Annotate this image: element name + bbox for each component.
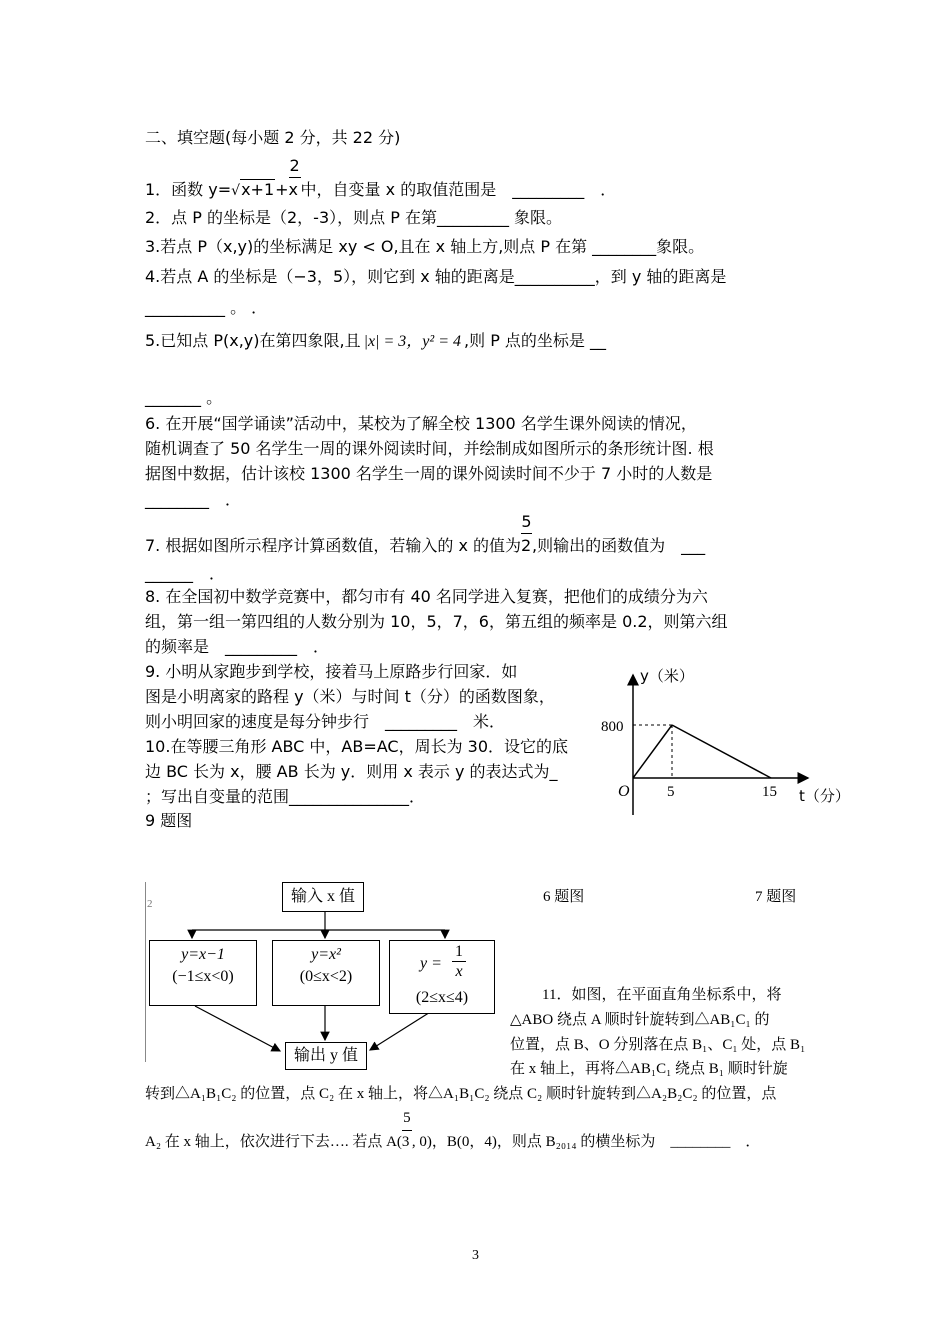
question-11-line-6 [145,1110,761,1154]
q1-frac-den: x [288,180,299,199]
question-8-line-3: 的频率是 _________ ． [145,637,330,656]
question-2: 2．点 P 的坐标是（2，-3），则点 P 在第_________ 象限。 [145,208,563,227]
sqrt-icon: √ [231,183,241,199]
q11-frac-num: 5 [402,1106,412,1131]
q5-text-a: 5.已知点 P(x,y)在第四象限,且 [145,331,361,350]
figure-7-label: 7 题图 [755,889,797,905]
branch-box-1 [149,940,257,1006]
question-10-line-1: 10.在等腰三角形 ABC 中，AB=AC，周长为 30．设它的底 [145,737,569,756]
question-11-line-5: 转到△A₁B₁C₂ 的位置，点 C₂ 在 x 轴上，将△A₁B₁C₂ 绕点 C₂ 顺时针旋转到△A₂B₂C₂ 的位置，点 [145,1086,777,1102]
branch-3-range: (2≤x≤4) [415,989,469,1006]
input-box: 输入 x 值 [282,882,364,912]
question-7-line-2: ______ ． [145,564,226,583]
question-9-line-1: 9. 小明从家跑步到学校，接着马上原路步行回家．如 [145,662,518,681]
branch-1-formula: y=x−1 [181,946,225,963]
question-8-line-1: 8. 在全国初中数学竞赛中，都匀市有 40 名同学进入复赛，把他们的成绩分为六 [145,587,708,606]
question-1 [145,156,617,202]
question-9-line-2: 图是小明离家的路程 y（米）与时间 t（分）的函数图象， [145,687,555,706]
q7-fraction [521,512,532,557]
tick-5: 5 [667,784,675,800]
figure-9-label: 9 题图 [145,811,193,830]
q1-frac-num: 2 [289,155,301,178]
q1-fraction [288,156,301,201]
page-number: 3 [472,1248,479,1263]
question-6-line-3: 据图中数据，估计该校 1300 名学生一周的课外阅读时间不少于 7 小时的人数是 [145,464,713,483]
question-11-line-2: △ABO 绕点 A 顺时针旋转到△AB₁C₁ 的 [510,1012,770,1028]
question-6-line-4: ________ ． [145,490,242,509]
question-3: 3.若点 P（x,y)的坐标满足 xy < O,且在 x 轴上方,则点 P 在第 ________象限。 [145,237,705,256]
q11-frac-den: 3 [401,1134,410,1150]
tick-15: 15 [762,784,777,800]
q5-condition: |x| = 3，y² = 4 [363,333,462,350]
run-segment [633,725,672,778]
q1-radicand: x+1 [241,180,275,199]
q7-text-b: ,则输出的函数值为 ___ [532,536,706,555]
question-4-line-2: __________ 。 ． [145,298,268,317]
distance-time-graph [598,665,858,820]
q7-text-a: 7. 根据如图所示程序计算函数值，若输入的 x 的值为 [145,536,521,555]
question-9-line-3: 则小明回家的速度是每分钟步行 _________ 米． [145,712,506,731]
walk-segment [672,725,771,778]
side-mark: 2 [147,898,153,910]
question-7-line-1 [145,512,706,557]
tick-800: 800 [601,719,624,735]
q1-text-b: 中，自变量 x 的取值范围是 _________ ． [300,180,617,199]
question-8-line-2: 组，第一组一第四组的人数分别为 10，5，7，6，第五组的频率是 0.2，则第六组 [145,612,728,631]
origin-label: O [618,783,630,800]
branch-3-num: 1 [452,943,466,962]
question-6-line-1: 6. 在开展“国学诵读”活动中，某校为了解全校 1300 名学生课外阅读的情况， [145,414,697,433]
branch-3-den: x [455,963,463,980]
q7-frac-den: 2 [521,536,532,555]
figure-6-label: 6 题图 [543,889,585,905]
q1-text-a: 1．函数 y= [145,180,232,199]
q11-text-a: A₂ 在 x 轴上，依次进行下去…. 若点 A( [145,1134,402,1150]
question-5-line-1 [145,330,606,353]
question-4-line-1: 4.若点 A 的坐标是（−3，5），则它到 x 轴的距离是__________，到 y 轴的距离是 [145,267,727,286]
branch-2-range: (0≤x<2) [299,968,353,985]
question-10-line-2: 边 BC 长为 x，腰 AB 长为 y．则用 x 表示 y 的表达式为_ [145,762,558,781]
branch-box-3 [389,940,495,1014]
branch-3-y: y = [420,955,442,972]
question-11-line-3: 位置，点 B、O 分别落在点 B₁、C₁ 处，点 B₁ [510,1037,806,1053]
x-axis-label: t（分） [799,787,850,805]
section-title: 二、填空题(每小题 2 分，共 22 分) [145,128,401,147]
q11-fraction [401,1110,412,1154]
q1-plus: + [275,180,289,199]
q11-text-b: , 0)，B(0，4)，则点 B₂₀₁₄ 的横坐标为 ________ ． [411,1134,761,1150]
question-11-line-4: 在 x 轴上，再将△AB₁C₁ 绕点 B₁ 顺时针旋 [510,1061,788,1077]
question-6-line-2: 随机调查了 50 名学生一周的课外阅读时间，并绘制成如图所示的条形统计图. 根 [145,439,714,458]
branch-1-range: (−1≤x<0) [172,968,234,985]
branch-box-2 [272,940,380,1006]
output-box: 输出 y 值 [285,1042,367,1070]
branch-2-formula: y=x² [311,946,341,963]
y-axis-label: y（米） [640,667,694,685]
question-11-line-1: 11．如图，在平面直角坐标系中，将 [542,987,782,1003]
q7-frac-num: 5 [521,511,532,534]
branch-3-formula [390,943,494,983]
q5-text-b: ,则 P 点的坐标是 __ [464,331,607,350]
question-10-line-3: ；写出自变量的范围_______________． [145,787,426,806]
question-5-line-2: _______ 。 [145,388,223,407]
